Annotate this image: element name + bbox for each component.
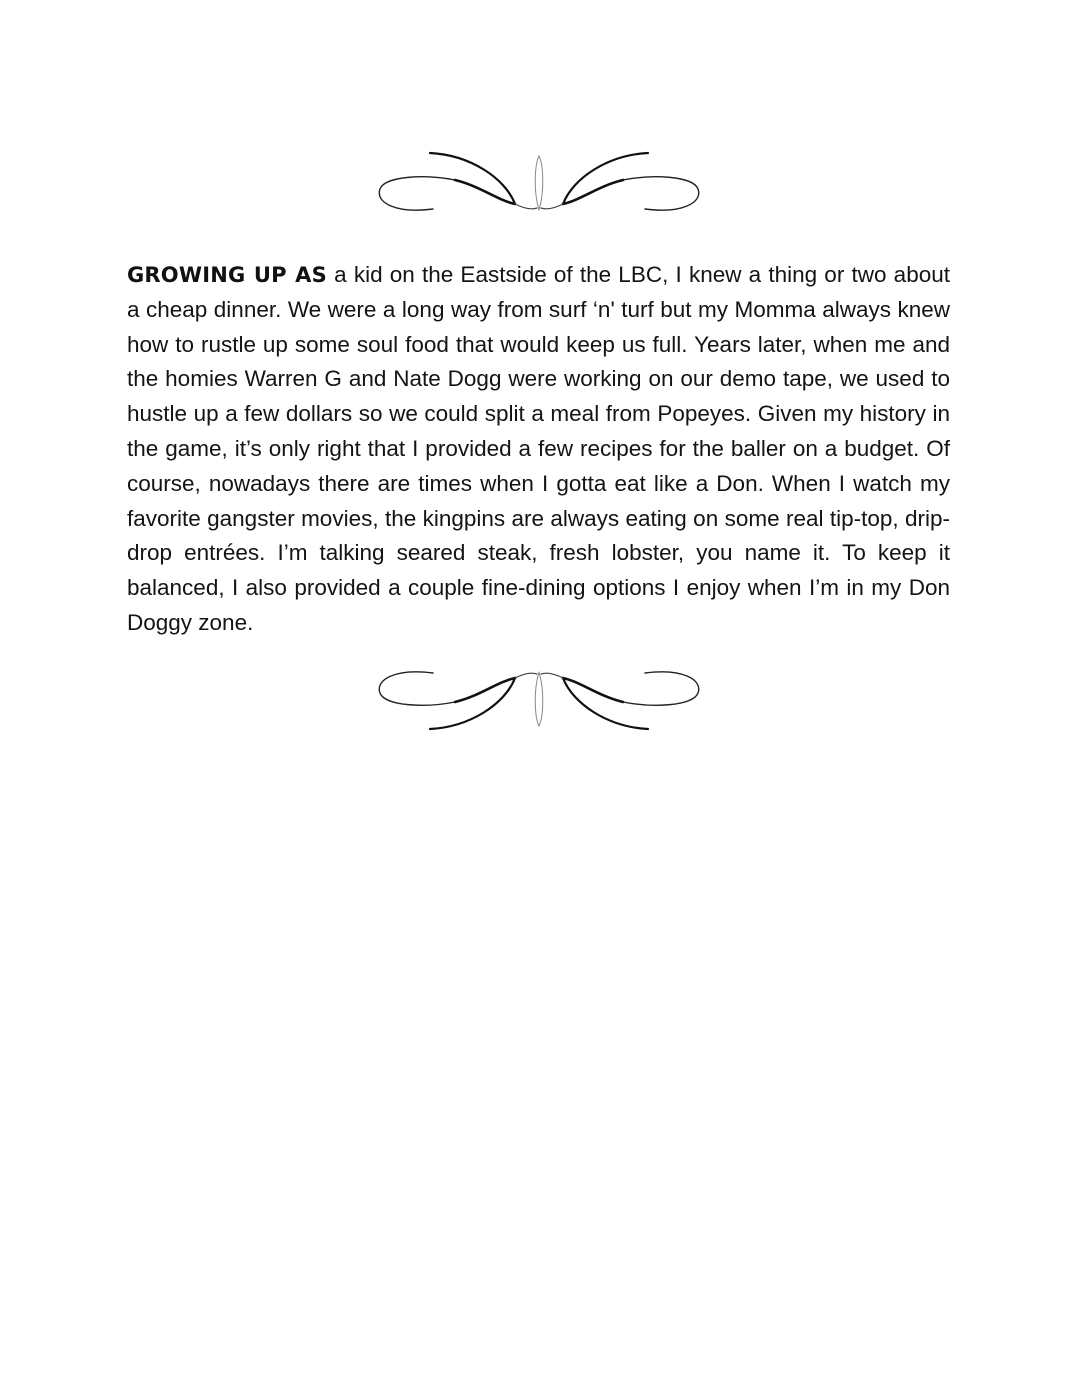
intro-body-text: a kid on the Eastside of the LBC, I knew a thing or two about a cheap dinner. We were a long way from surf ‘n' turf but my Momma always knew how to rustle up some soul food that would keep us full. Years later, when me and the homies Warren G and Nate Dogg were working on our demo tape, we used to hustle up a few dollars so we could split a meal from Popeyes. Given my history in the game, it’s only right that I provided a few recipes for the baller on a budget. Of course, nowadays there are times when I gotta eat like a Don. When I watch my favorite gangster movies, the kingpins are always eating on some real tip-top, drip-drop entrées. I’m talking seared steak, fresh lobster, you name it. To keep it balanced, I also provided a couple fine-dining options I enjoy when I’m in my Don Doggy zone. bbox=[127, 262, 950, 635]
top-flourish-divider-icon bbox=[375, 150, 703, 216]
bottom-flourish-divider-icon bbox=[375, 666, 703, 732]
intro-paragraph bbox=[127, 258, 950, 641]
lead-in-text: GROWING UP AS bbox=[127, 263, 327, 287]
